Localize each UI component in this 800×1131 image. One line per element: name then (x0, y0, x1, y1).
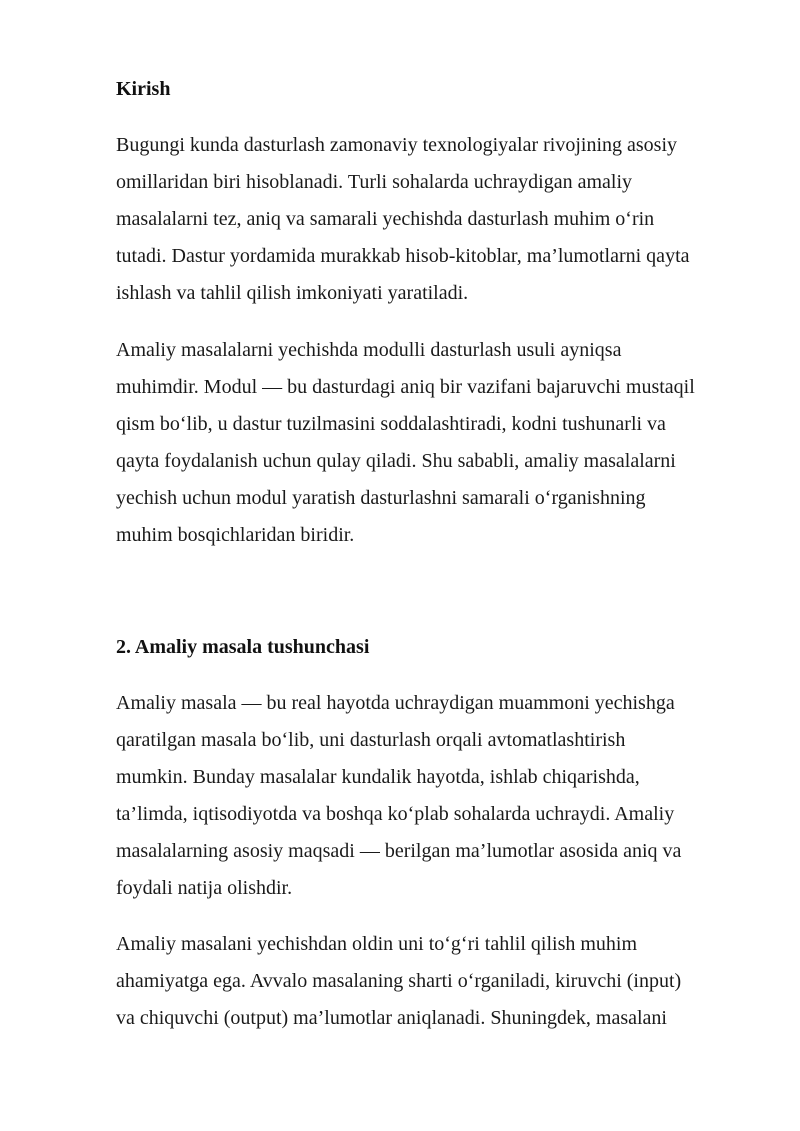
paragraph-line: muhim bosqichlaridan biridir. (116, 524, 355, 546)
paragraph-line: masalalarni tez, aniq va samarali yechishda dasturlash muhim o‘rin (116, 208, 655, 230)
paragraph-line: ishlash va tahlil qilish imkoniyati yaratiladi. (116, 282, 469, 304)
paragraph-line: va chiquvchi (output) ma’lumotlar aniqlanadi. Shuningdek, masalani (116, 1007, 667, 1029)
section-heading-amaliy-masala: 2. Amaliy masala tushunchasi (116, 636, 370, 658)
paragraph-line: mumkin. Bunday masalalar kundalik hayotda, ishlab chiqarishda, (116, 766, 640, 788)
paragraph-line: tutadi. Dastur yordamida murakkab hisob-kitoblar, ma’lumotlarni qayta (116, 245, 690, 267)
paragraph-line: qism bo‘lib, u dastur tuzilmasini soddalashtiradi, kodni tushunarli va (116, 413, 666, 435)
paragraph-line: ta’limda, iqtisodiyotda va boshqa ko‘plab sohalarda uchraydi. Amaliy (116, 803, 675, 825)
paragraph-line: qayta foydalanish uchun qulay qiladi. Shu sababli, amaliy masalalarni (116, 450, 676, 472)
paragraph-line: Amaliy masala — bu real hayotda uchraydigan muammoni yechishga (116, 692, 675, 714)
paragraph-line: Bugungi kunda dasturlash zamonaviy texnologiyalar rivojining asosiy (116, 134, 678, 156)
paragraph-line: ahamiyatga ega. Avvalo masalaning sharti o‘rganiladi, kiruvchi (input) (116, 970, 682, 992)
paragraph-line: Amaliy masalalarni yechishda modulli dasturlash usuli ayniqsa (116, 339, 622, 361)
paragraph-line: masalalarning asosiy maqsadi — berilgan ma’lumotlar asosida aniq va (116, 840, 682, 862)
paragraph-line: qaratilgan masala bo‘lib, uni dasturlash orqali avtomatlashtirish (116, 729, 626, 751)
paragraph-line: muhimdir. Modul — bu dasturdagi aniq bir vazifani bajaruvchi mustaqil (116, 376, 695, 398)
paragraph-line: Amaliy masalani yechishdan oldin uni to‘g‘ri tahlil qilish muhim (116, 933, 638, 955)
section-heading-kirish: Kirish (116, 78, 171, 100)
paragraph-line: yechish uchun modul yaratish dasturlashni samarali o‘rganishning (116, 487, 646, 509)
paragraph-line: omillaridan biri hisoblanadi. Turli sohalarda uchraydigan amaliy (116, 171, 633, 193)
paragraph-line: foydali natija olishdir. (116, 877, 293, 899)
